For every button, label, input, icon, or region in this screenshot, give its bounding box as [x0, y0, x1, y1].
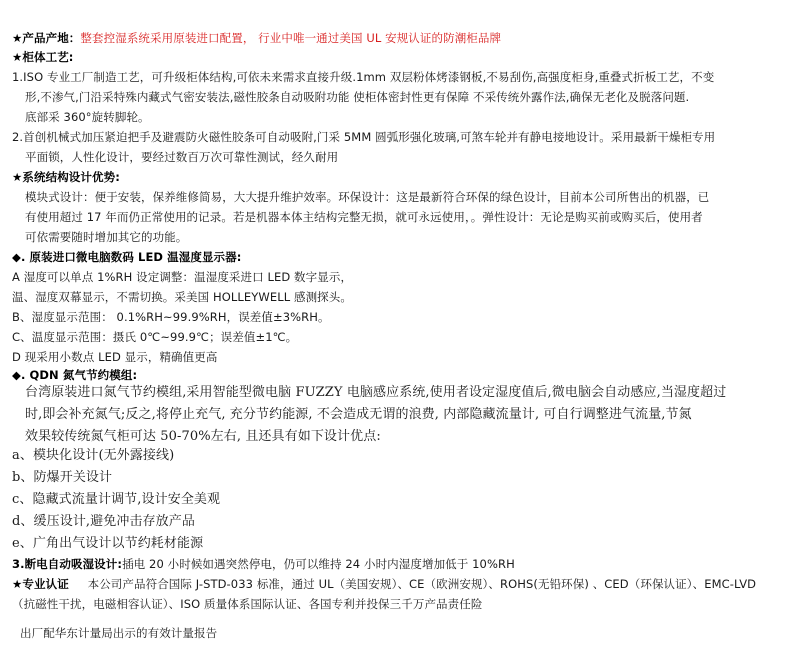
origin-heading: ★产品产地： — [12, 31, 81, 45]
qdn-feature-e: e、广角出气设计以节约耗材能源 — [12, 536, 204, 551]
qdn-line1: 台湾原装进口氮气节约模组,采用智能型微电脑 FUZZY 电脑感应系统,使用者设定湿度值后,微电脑会自动感应,当湿度超过 — [25, 385, 727, 400]
cabinet-item1-line2: 形,不渗气,门沿采特殊内藏式气密安装法,磁性胶条自动吸附功能 使柜体密封性更有保障 不采传统外露作法,确保无老化及脱落问题. — [25, 90, 690, 104]
power-off-text: 插电 20 小时候如遇突然停电，仍可以维持 24 小时内湿度增加低于 10%RH — [122, 557, 515, 571]
qdn-heading: ◆. QDN 氮气节约模组: — [12, 368, 138, 382]
structure-design-heading: ★系统结构设计优势: — [12, 170, 120, 184]
cabinet-item1-line1: 1.ISO 专业工厂制造工艺，可升级柜体结构,可依未来需求直接升级.1mm 双层粉体烤漆钢板,不易刮伤,高强度柜身,重叠式折板工艺，不变 — [12, 70, 715, 84]
qdn-feature-b: b、防爆开关设计 — [12, 470, 113, 485]
display-d-line: D 现采用小数点 LED 显示，精确值更高 — [12, 350, 218, 364]
cabinet-item2-line2: 平面锁，人性化设计，要经过数百万次可靠性测试，经久耐用 — [25, 150, 339, 164]
display-a-line2: 温、湿度双幕显示，不需切换。采美国 HOLLEYWELL 感测探头。 — [12, 290, 352, 304]
origin-text: 整套控湿系统采用原装进口配置， 行业中唯一通过美国 UL 安规认证的防潮柜品牌 — [80, 31, 502, 45]
origin-line — [12, 31, 501, 45]
certification-line2: （抗磁性干扰，电磁相容认证）、ISO 质量体系国际认证、各国专利并投保三千万产品责任险 — [12, 597, 483, 611]
cabinet-process-heading: ★柜体工艺: — [12, 50, 74, 64]
qdn-line2: 时,即会补充氮气;反之,将停止充气, 充分节约能源, 不会造成无谓的浪费, 内部隐藏流量计, 可自行调整进气流量,节氮 — [25, 407, 692, 422]
display-c-line: C、温度显示范围：摄氏 0℃~99.9℃；误差值±1℃。 — [12, 330, 298, 344]
qdn-feature-c: c、隐藏式流量计调节,设计安全美观 — [12, 492, 221, 507]
display-a-line1: A 湿度可以单点 1%RH 设定调整：温湿度采进口 LED 数字显示， — [12, 270, 353, 284]
display-heading: ◆. 原装进口微电脑数码 LED 温湿度显示器: — [12, 250, 242, 264]
display-b-line: B、湿度显示范围： 0.1%RH~99.9%RH，误差值±3%RH。 — [12, 310, 330, 324]
certification-line1 — [12, 577, 756, 591]
certification-heading: ★专业认证 — [12, 577, 69, 591]
qdn-line3: 效果较传统氮气柜可达 50-70%左右, 且还具有如下设计优点: — [25, 429, 381, 444]
power-off-line — [12, 557, 515, 571]
structure-design-line1: 模块式设计：便于安装，保养维修简易，大大提升维护效率。环保设计：这是最新符合环保的绿色设计，目前本公司所售出的机器，已 — [25, 190, 710, 204]
structure-design-line2: 有使用超过 17 年而仍正常使用的记录。若是机器本体主结构完整无损，就可永远使用，。弹性设计：无论是购买前或购买后，使用者 — [25, 210, 703, 224]
cabinet-item1-line3: 底部采 360°旋转脚轮。 — [25, 110, 150, 124]
cabinet-item2-line1: 2.首创机械式加压紧迫把手及避震防火磁性胶条可自动吸附,门采 5MM 圆弧形强化玻璃,可煞车轮并有静电接地设计。采用最新干燥柜专用 — [12, 130, 716, 144]
calibration-report-note: 出厂配华东计量局出示的有效计量报告 — [20, 626, 218, 640]
certification-text-1: 本公司产品符合国际 J-STD-033 标准，通过 UL（美国安规）、CE（欧洲安规）、ROHS(无铅环保) 、CED（环保认证）、EMC-LVD — [87, 577, 757, 591]
qdn-feature-d: d、缓压设计,避免冲击存放产品 — [12, 514, 195, 529]
structure-design-line3: 可依需要随时增加其它的功能。 — [25, 230, 188, 244]
qdn-feature-a: a、模块化设计(无外露接线) — [12, 448, 175, 463]
power-off-heading: 3.断电自动吸湿设计: — [12, 557, 123, 571]
